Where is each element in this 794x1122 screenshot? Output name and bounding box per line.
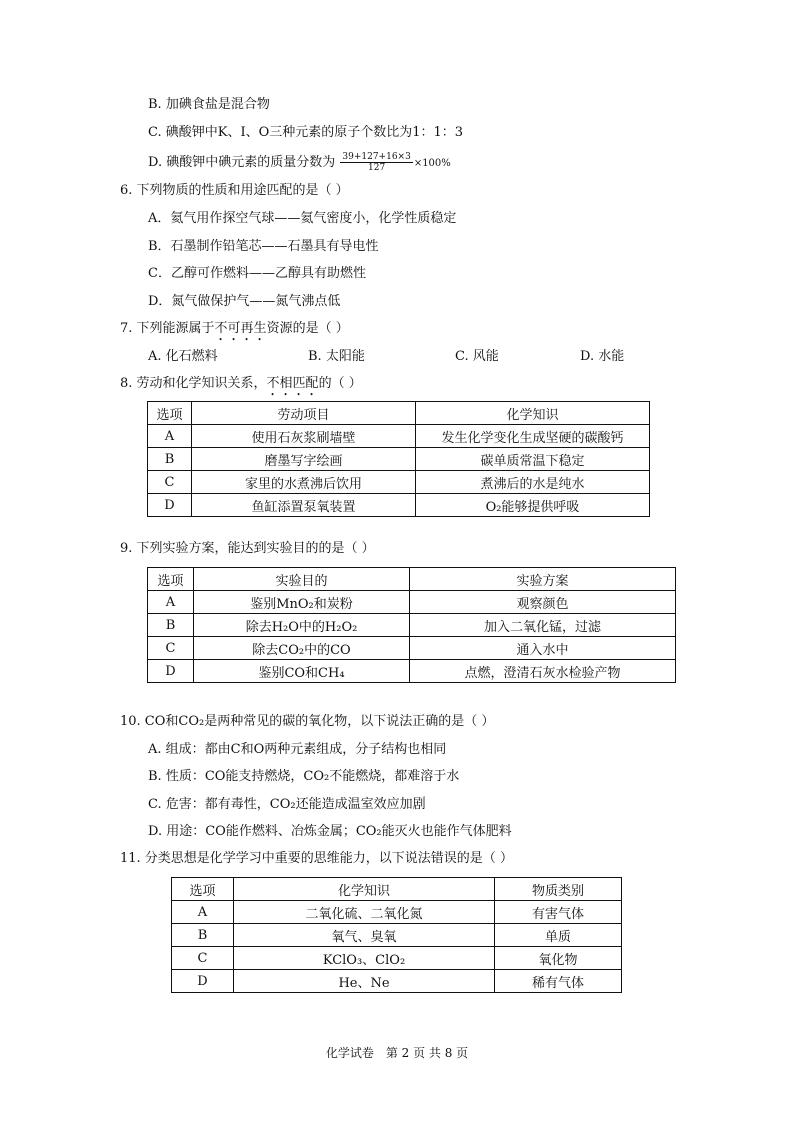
- q10-option-a: A. 组成：都由C和O两种元素组成，分子结构也相同: [148, 742, 447, 757]
- table-cell: 观察颜色: [410, 591, 676, 614]
- table-row: [148, 448, 650, 471]
- table-cell: 加入二氧化锰，过滤: [410, 614, 676, 637]
- table-cell: 二氧化硫、二氧化氮: [234, 901, 495, 924]
- table-cell: B: [148, 448, 192, 471]
- q10-option-c: C. 危害：都有毒性，CO₂还能造成温室效应加剧: [148, 797, 426, 812]
- q10-stem: 10. CO和CO₂是两种常见的碳的氧化物，以下说法正确的是（ ）: [120, 714, 495, 729]
- q7-option-a: A. 化石燃料: [148, 349, 218, 364]
- table-cell: 使用石灰浆刷墙壁: [192, 425, 416, 448]
- q8-stem-pre: 8. 劳动和化学知识关系，: [120, 376, 267, 391]
- q9-stem: 9. 下列实验方案，能达到实验目的的是（ ）: [120, 541, 375, 556]
- table-cell: B: [172, 924, 234, 947]
- table-row: [172, 970, 622, 993]
- table-cell: 煮沸后的水是纯水: [416, 471, 650, 494]
- table-cell: C: [172, 947, 234, 970]
- table-cell: 鱼缸添置泵氧装置: [192, 494, 416, 517]
- table-row: [148, 471, 650, 494]
- table-cell: B: [148, 614, 194, 637]
- table-cell: 家里的水煮沸后饮用: [192, 471, 416, 494]
- q9-table: [147, 567, 676, 683]
- table-cell: 氧气、臭氧: [234, 924, 495, 947]
- table-cell: 除去H₂O中的H₂O₂: [194, 614, 410, 637]
- table-cell: A: [148, 591, 194, 614]
- table-row: [148, 425, 650, 448]
- table-header: 物质类别: [495, 878, 622, 901]
- q10-option-d: D. 用途：CO能作燃料、冶炼金属；CO₂能灭火也能作气体肥料: [148, 824, 512, 839]
- q5-option-c: C. 碘酸钾中K、I、O三种元素的原子个数比为1：1：3: [148, 125, 464, 140]
- table-header-row: [172, 878, 622, 901]
- fraction-denominator: 127: [368, 163, 386, 173]
- table-cell: 点燃，澄清石灰水检验产物: [410, 660, 676, 683]
- table-row: [172, 901, 622, 924]
- table-cell: 有害气体: [495, 901, 622, 924]
- table-row: [148, 637, 676, 660]
- q8-stem-emphasis: 不相匹配: [266, 376, 319, 391]
- table-cell: 磨墨写字绘画: [192, 448, 416, 471]
- table-cell: He、Ne: [234, 970, 495, 993]
- table-cell: D: [148, 494, 192, 517]
- table-cell: A: [148, 425, 192, 448]
- q11-table: [171, 877, 622, 993]
- table-header: 选项: [172, 878, 234, 901]
- table-cell: KClO₃、ClO₂: [234, 947, 495, 970]
- table-cell: O₂能够提供呼吸: [416, 494, 650, 517]
- q6-option-c: C．乙醇可作燃料——乙醇具有助燃性: [148, 266, 366, 281]
- table-header: 化学知识: [416, 402, 650, 425]
- q10-option-b: B. 性质：CO能支持燃烧，CO₂不能燃烧，都难溶于水: [148, 769, 460, 784]
- table-cell: 发生化学变化生成坚硬的碳酸钙: [416, 425, 650, 448]
- q7-option-c: C. 风能: [455, 349, 499, 364]
- table-row: [148, 494, 650, 517]
- table-row: [172, 924, 622, 947]
- table-header: 劳动项目: [192, 402, 416, 425]
- table-header: 化学知识: [234, 878, 495, 901]
- q6-stem: 6. 下列物质的性质和用途匹配的是（ ）: [120, 183, 349, 198]
- q7-stem-pre: 7. 下列能源属于: [120, 321, 215, 336]
- table-header: 选项: [148, 568, 194, 591]
- q5-option-d-text: D. 碘酸钾中碘元素的质量分数为: [148, 155, 336, 170]
- table-header-row: [148, 402, 650, 425]
- table-cell: C: [148, 637, 194, 660]
- q6-option-b: B．石墨制作铅笔芯——石墨具有导电性: [148, 239, 379, 254]
- table-row: [148, 660, 676, 683]
- q7-stem-emphasis: 不可再生: [214, 321, 267, 336]
- q5-option-b: B. 加碘食盐是混合物: [148, 97, 270, 112]
- q6-option-d: D．氮气做保护气——氮气沸点低: [148, 294, 341, 309]
- q5-option-d: [148, 152, 451, 173]
- q7-stem-post: 资源的是（ ）: [266, 321, 349, 336]
- table-cell: D: [172, 970, 234, 993]
- table-cell: 碳单质常温下稳定: [416, 448, 650, 471]
- q7-option-b: B. 太阳能: [308, 349, 365, 364]
- table-cell: A: [172, 901, 234, 924]
- q6-option-a: A．氦气用作探空气球——氦气密度小，化学性质稳定: [148, 211, 457, 226]
- q11-stem: 11. 分类思想是化学学习中重要的思维能力，以下说法错误的是（ ）: [120, 851, 513, 866]
- table-header: 实验目的: [194, 568, 410, 591]
- table-cell: 通入水中: [410, 637, 676, 660]
- table-cell: 除去CO₂中的CO: [194, 637, 410, 660]
- table-cell: 鉴别CO和CH₄: [194, 660, 410, 683]
- q8-stem: [120, 375, 362, 399]
- table-row: [148, 614, 676, 637]
- q7-stem: [120, 320, 349, 344]
- table-header-row: [148, 568, 676, 591]
- q8-stem-post: 的（ ）: [318, 376, 362, 391]
- mass-fraction-formula: [340, 152, 412, 173]
- table-cell: 稀有气体: [495, 970, 622, 993]
- table-header: 选项: [148, 402, 192, 425]
- q7-option-d: D. 水能: [580, 349, 625, 364]
- table-cell: 单质: [495, 924, 622, 947]
- table-cell: 氧化物: [495, 947, 622, 970]
- table-cell: D: [148, 660, 194, 683]
- q8-table: [147, 401, 650, 517]
- fraction-numerator: 39+127+16×3: [342, 152, 411, 162]
- table-cell: 鉴别MnO₂和炭粉: [194, 591, 410, 614]
- table-row: [148, 591, 676, 614]
- table-header: 实验方案: [410, 568, 676, 591]
- table-cell: C: [148, 471, 192, 494]
- table-row: [172, 947, 622, 970]
- fraction-suffix: ×100%: [413, 158, 451, 169]
- page-footer: 化学试卷 第 2 页 共 8 页: [325, 1046, 469, 1060]
